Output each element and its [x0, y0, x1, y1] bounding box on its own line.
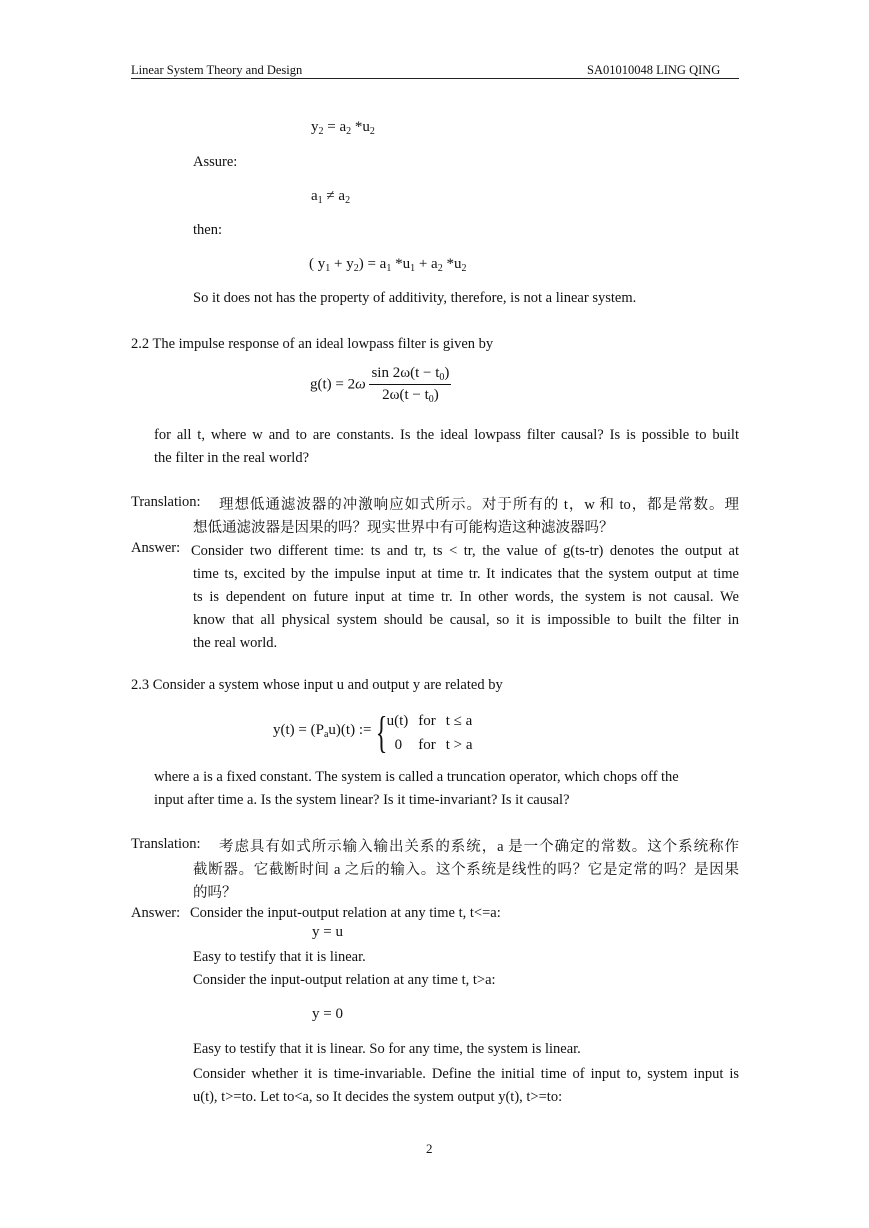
easy-linear-1: Easy to testify that it is linear. [193, 949, 366, 965]
cases-table: u(t) for t ≤ a 0 for t > a [386, 712, 473, 753]
answer-label-2-2: Answer: [131, 540, 181, 556]
header-rule [131, 78, 739, 79]
cases-brace: { [376, 707, 388, 757]
answer-2-2-first: Consider two different time: ts and tr, ts < tr, the value of g(ts-tr) denotes the output at [191, 543, 739, 559]
equation-sum: ( $y_1 + y_2) = a_1$ $*u_1 + a_2$ $*u_2$ [309, 256, 467, 274]
equation-impulse-response: g(t) = 2ω $\frac{\sin 2\omega(t - t_0)}{2\omega(t - t_0)}$ [310, 365, 450, 405]
problem-2-2-intro: 2.2 The impulse response of an ideal lowpass filter is given by [131, 336, 494, 352]
equation-truncation: $y(t) = (P_au)(t)$ := {u(t) for t ≤ a 0 for t > a [273, 703, 483, 757]
translation-label-2-2: Translation: [131, 494, 201, 510]
translation-label-2-3: Translation: [131, 836, 201, 852]
time-invariance-text: Consider whether it is time-invariable. Define the initial time of input to, system input is u(t), t>=to. Let to<a, so It decides the system output y(t), t>=to: [193, 1066, 739, 1105]
equation-y2: $y_2 = a_2$ $*u_2$ [311, 119, 375, 137]
translation-2-2: 理想低通滤波器的冲激响应如式所示。对于所有的 t，w 和 to，都是常数。理 [219, 497, 739, 513]
header-author: SA01010048 LING QING [587, 63, 721, 77]
answer-label-2-3: Answer: [131, 905, 181, 921]
problem-2-3-text: where a is a fixed constant. The system is called a truncation operator, which chops off the input after time a. Is the system linear? Is it time-invariant? Is it causal? [154, 769, 679, 808]
consider-t-greater-a: Consider the input-output relation at any time t, t>a: [193, 972, 496, 988]
equation-y-equals-0: y = 0 [312, 1006, 343, 1022]
translation-2-3: 考虑具有如式所示输入输出关系的系统，a 是一个确定的常数。这个系统称作 [219, 839, 739, 855]
problem-2-2-text: for all t, where w and to are constants. Is the ideal lowpass filter causal? Is is possible to built the filter in the real world? [154, 427, 739, 466]
translation-2-2-cont: 想低通滤波器是因果的吗？现实世界中有可能构造这种滤波器吗？ [193, 520, 614, 536]
assure-label: Assure: [193, 154, 238, 170]
answer-2-2: time ts, excited by the impulse input at time tr. It indicates that the system output at time ts is dependent on future input at time tr. In other words, the system is not causal. We know that all physical system should be causal, so it is impossible to built the filter in the real world. [193, 566, 739, 651]
then-label: then: [193, 222, 222, 238]
conclusion-additivity: So it does not has the property of additivity, therefore, is not a linear system. [193, 290, 637, 306]
answer-2-3-first: Consider the input-output relation at any time t, t<=a: [190, 905, 501, 921]
equation-a-neq: $a_1 \ne a_2$ [311, 188, 351, 206]
page-number: 2 [426, 1141, 433, 1156]
equation-y-equals-u: y = u [312, 924, 343, 940]
translation-2-3-cont: 截断器。它截断时间 a 之后的输入。这个系统是线性的吗？它是定常的吗？是因果 的吗？ [193, 862, 739, 901]
problem-2-3-intro: 2.3 Consider a system whose input u and output y are related by [131, 677, 503, 693]
header-title: Linear System Theory and Design [131, 63, 303, 77]
impulse-fraction: $\frac{\sin 2\omega(t - t_0)}{2\omega(t - t_0)}$ [371, 365, 450, 405]
easy-linear-2: Easy to testify that it is linear. So for any time, the system is linear. [193, 1041, 581, 1057]
